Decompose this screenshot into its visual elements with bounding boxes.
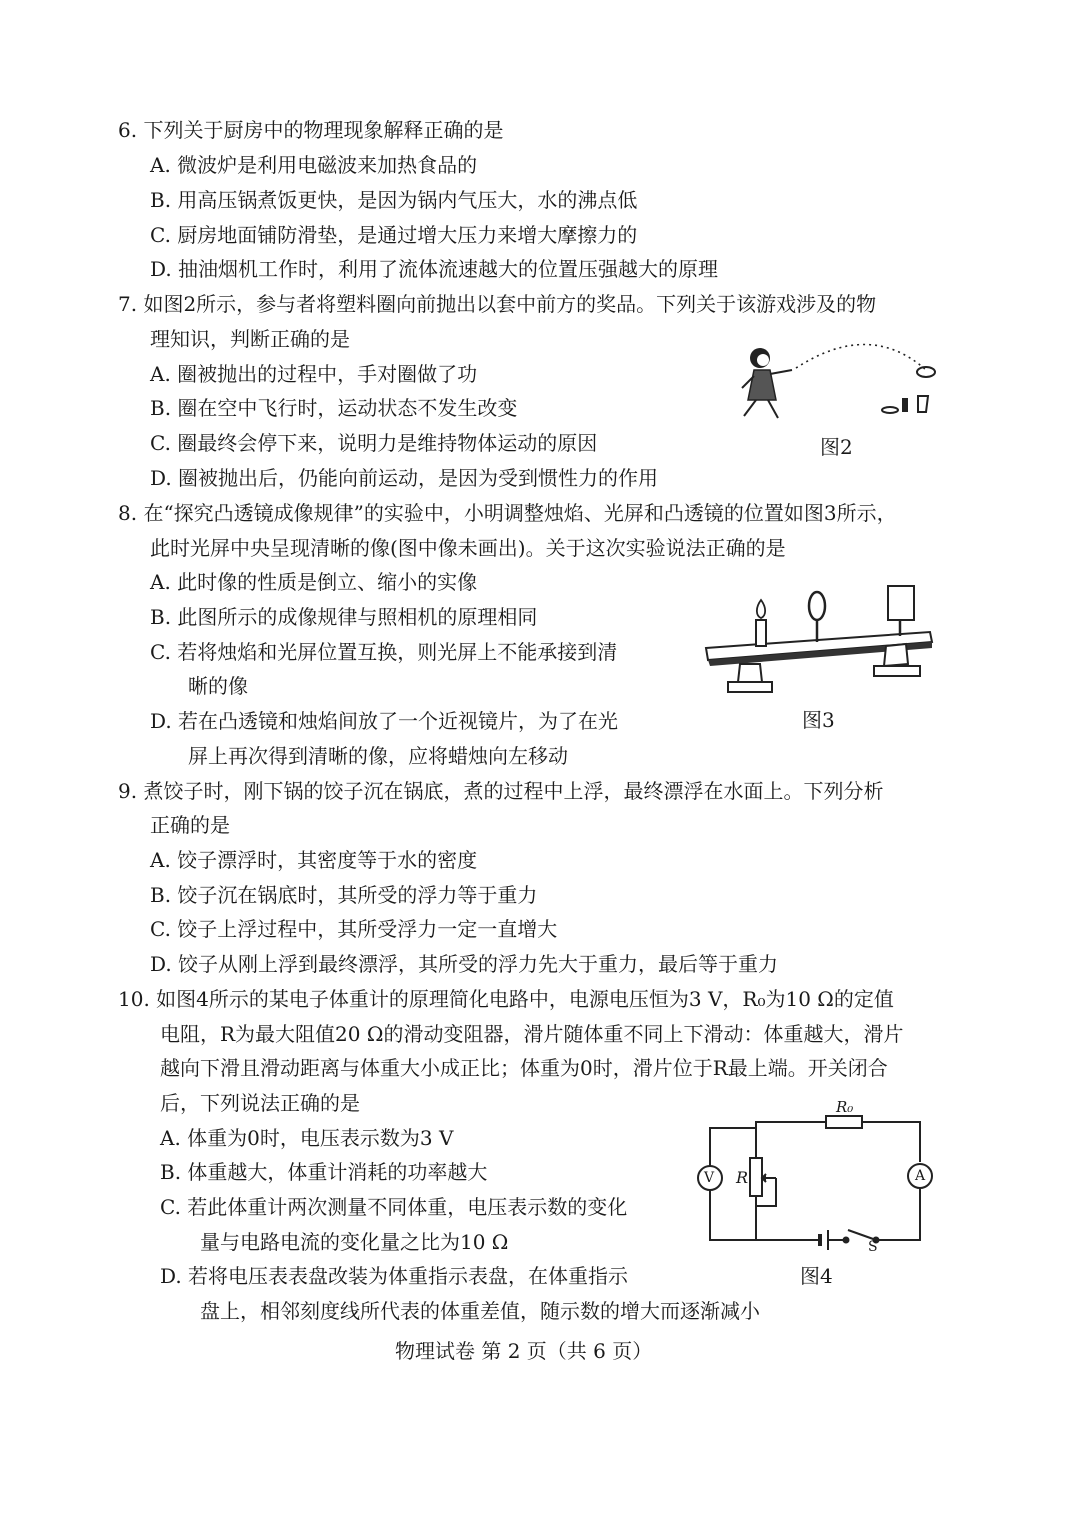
q9-option-c: C. 饺子上浮过程中，其所受浮力一定一直增大: [150, 917, 558, 941]
q6-option-a: A. 微波炉是利用电磁波来加热食品的: [150, 153, 478, 177]
q7-stem-line-2: 理知识，判断正确的是: [150, 327, 350, 351]
q7-stem-line-1: 7. 如图2所示，参与者将塑料圈向前抛出以套中前方的奖品。下列关于该游戏涉及的物: [118, 292, 877, 316]
q6-option-b: B. 用高压锅煮饭更快，是因为锅内气压大，水的沸点低: [150, 188, 638, 212]
q10-option-d-line-2: 盘上，相邻刻度线所代表的体重差值，随示数的增大而逐渐减小: [200, 1299, 760, 1323]
q9-option-b: B. 饺子沉在锅底时，其所受的浮力等于重力: [150, 883, 538, 907]
q8-option-d-line-1: D. 若在凸透镜和烛焰间放了一个近视镜片，为了在光: [150, 709, 619, 733]
figure-3-optical-bench: [700, 582, 945, 697]
q10-stem-line-4: 后，下列说法正确的是: [160, 1091, 360, 1115]
q8-option-c-line-1: C. 若将烛焰和光屏位置互换，则光屏上不能承接到清: [150, 640, 618, 664]
q8-option-b: B. 此图所示的成像规律与照相机的原理相同: [150, 605, 538, 629]
q8-option-a: A. 此时像的性质是倒立、缩小的实像: [150, 570, 478, 594]
q10-option-d-line-1: D. 若将电压表表盘改装为体重指示表盘，在体重指示: [160, 1264, 629, 1288]
q8-option-c-line-2: 晰的像: [188, 674, 248, 698]
figure-2-caption: 图2: [820, 435, 853, 459]
figure-2-ring-toss: [730, 330, 950, 430]
q10-option-a: A. 体重为0时，电压表示数为3 V: [160, 1126, 454, 1150]
circuit-label-switch: S: [868, 1239, 878, 1255]
figure-4-caption: 图4: [800, 1264, 833, 1288]
q9-option-a: A. 饺子漂浮时，其密度等于水的密度: [150, 848, 478, 872]
q8-stem-line-1: 8. 在“探究凸透镜成像规律”的实验中，小明调整烛焰、光屏和凸透镜的位置如图3所示，: [118, 501, 897, 525]
circuit-label-r0: R₀: [836, 1098, 854, 1116]
q6-stem-line-1: 6. 下列关于厨房中的物理现象解释正确的是: [118, 118, 504, 142]
q7-option-a: A. 圈被抛出的过程中，手对圈做了功: [150, 362, 478, 386]
figure-4-circuit: [690, 1098, 940, 1258]
q9-option-d: D. 饺子从刚上浮到最终漂浮，其所受的浮力先大于重力，最后等于重力: [150, 952, 779, 976]
page-footer: 物理试卷 第 2 页（共 6 页）: [395, 1339, 653, 1363]
q7-option-c: C. 圈最终会停下来，说明力是维持物体运动的原因: [150, 431, 598, 455]
q6-option-d: D. 抽油烟机工作时，利用了流体流速越大的位置压强越大的原理: [150, 257, 719, 281]
q9-stem-line-2: 正确的是: [150, 813, 230, 837]
circuit-label-voltmeter: V: [704, 1170, 715, 1186]
q6-option-c: C. 厨房地面铺防滑垫，是通过增大压力来增大摩擦力的: [150, 223, 638, 247]
q10-stem-line-2: 电阻，R为最大阻值20 Ω的滑动变阻器，滑片随体重不同上下滑动：体重越大，滑片: [160, 1022, 904, 1046]
q8-stem-line-2: 此时光屏中央呈现清晰的像(图中像未画出)。关于这次实验说法正确的是: [150, 536, 786, 560]
q7-option-b: B. 圈在空中飞行时，运动状态不发生改变: [150, 396, 518, 420]
q10-option-c-line-1: C. 若此体重计两次测量不同体重，电压表示数的变化: [160, 1195, 628, 1219]
q9-stem-line-1: 9. 煮饺子时，刚下锅的饺子沉在锅底，煮的过程中上浮，最终漂浮在水面上。下列分析: [118, 779, 884, 803]
q10-stem-line-1: 10. 如图4所示的某电子体重计的原理简化电路中，电源电压恒为3 V，R₀为10 Ω的定值: [118, 987, 894, 1011]
q8-option-d-line-2: 屏上再次得到清晰的像，应将蜡烛向左移动: [188, 744, 568, 768]
q7-option-d: D. 圈被抛出后，仍能向前运动，是因为受到惯性力的作用: [150, 466, 659, 490]
circuit-label-ammeter: A: [915, 1168, 926, 1184]
q10-stem-line-3: 越向下滑且滑动距离与体重大小成正比；体重为0时，滑片位于R最上端。开关闭合: [160, 1056, 888, 1080]
figure-3-caption: 图3: [802, 708, 835, 732]
q10-option-b: B. 体重越大，体重计消耗的功率越大: [160, 1160, 488, 1184]
q10-option-c-line-2: 量与电路电流的变化量之比为10 Ω: [200, 1230, 509, 1254]
circuit-label-r: R: [736, 1168, 749, 1187]
